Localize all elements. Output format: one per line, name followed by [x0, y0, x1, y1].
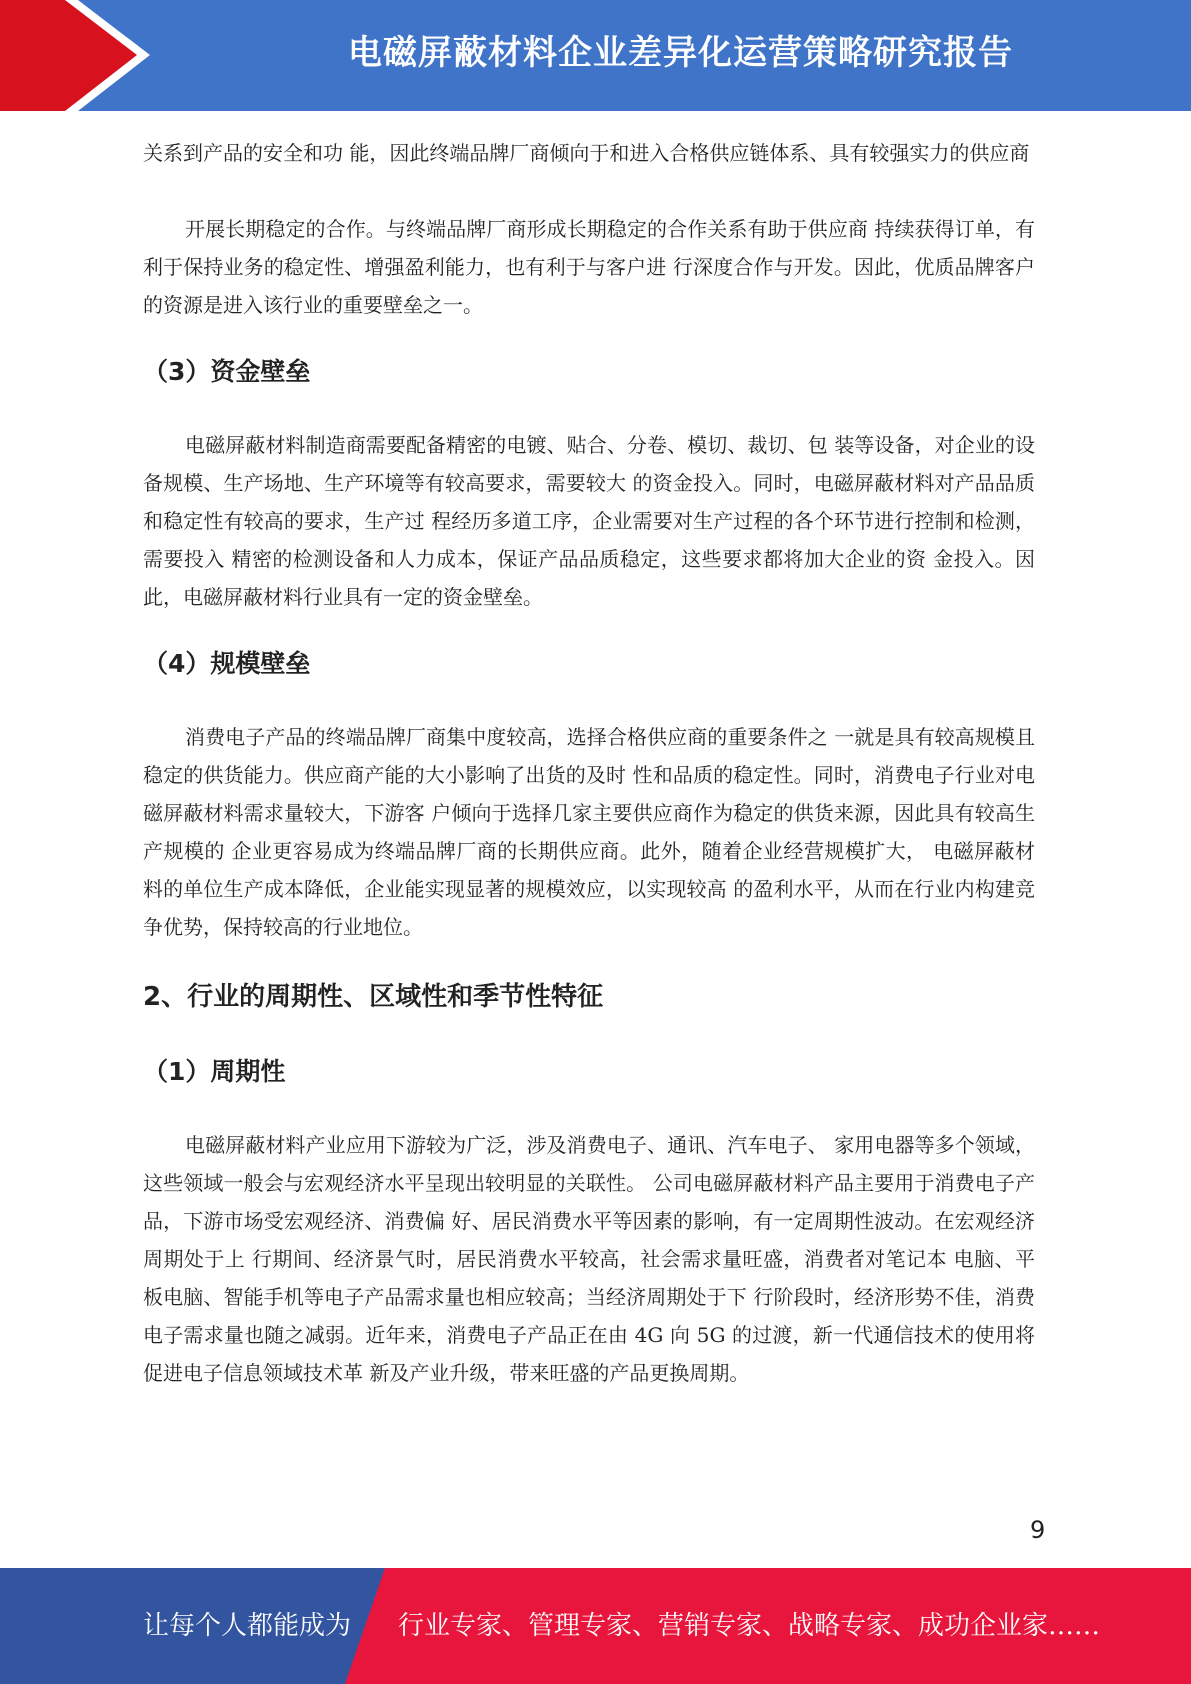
document-title: 电磁屏蔽材料企业差异化运营策略研究报告 — [348, 33, 1013, 73]
paragraph-supplier-intro: 关系到产品的安全和功 能，因此终端品牌厂商倾向于和进入合格供应链体系、具有较强实力的供应商 — [143, 141, 1030, 165]
paragraph-capital-barrier: 电磁屏蔽材料制造商需要配备精密的电镀、贴合、分卷、模切、裁切、包 装等设备，对企业的设备规模、生产场地、生产环境等有较高要求，需要较大 的资金投入。同时，电磁屏蔽材料对产品品质和稳定性有较高的要求，生产过 程经历多道工序，企业需要对生产过程的各个环节进行控制和检测，需要投入 精密的检测设备和人力成本，保证产品品质稳定，这些要求都将加大企业的资 金投入。因此，电磁屏蔽材料行业具有一定的资金壁垒。 — [143, 433, 1035, 609]
paragraph-scale-barrier: 消费电子产品的终端品牌厂商集中度较高，选择合格供应商的重要条件之 一就是具有较高规模且稳定的供货能力。供应商产能的大小影响了出货的及时 性和品质的稳定性。同时，消费电子行业对电磁屏蔽材料需求量较大，下游客 户倾向于选择几家主要供应商作为稳定的供货来源，因此具有较高生产规模的 企业更容易成为终端品牌厂商的长期供应商。此外，随着企业经营规模扩大， 电磁屏蔽材料的单位生产成本降低，企业能实现显著的规模效应，以实现较高 的盈利水平，从而在行业内构建竞争优势，保持较高的行业地位。 — [143, 725, 1035, 939]
footer-slogan-left: 让每个人都能成为 — [143, 1611, 352, 1641]
heading-capital-barrier: （3）资金壁垒 — [143, 357, 311, 386]
heading-cyclicality: （1）周期性 — [143, 1057, 286, 1086]
paragraph-long-term-cooperation: 开展长期稳定的合作。与终端品牌厂商形成长期稳定的合作关系有助于供应商 持续获得订单，有利于保持业务的稳定性、增强盈利能力，也有利于与客户进 行深度合作与开发。因此，优质品牌客户的资源是进入该行业的重要壁垒之一。 — [143, 217, 1035, 317]
page-number: 9 — [1030, 1516, 1046, 1544]
heading-industry-features: 2、行业的周期性、区域性和季节性特征 — [143, 982, 604, 1012]
footer-banner — [0, 1568, 1191, 1684]
heading-scale-barrier: （4）规模壁垒 — [143, 649, 311, 678]
footer-slogan-right: 行业专家、管理专家、营销专家、战略专家、成功企业家…… — [398, 1611, 1101, 1641]
main-content — [143, 134, 1035, 1392]
header-bar — [0, 0, 1191, 111]
paragraph-cyclicality: 电磁屏蔽材料产业应用下游较为广泛，涉及消费电子、通讯、汽车电子、 家用电器等多个领域，这些领域一般会与宏观经济水平呈现出较明显的关联性。 公司电磁屏蔽材料产品主要用于消费电子产品，下游市场受宏观经济、消费偏 好、居民消费水平等因素的影响，有一定周期性波动。在宏观经济周期处于上 行期间、经济景气时，居民消费水平较高，社会需求量旺盛，消费者对笔记本 电脑、平板电脑、智能手机等电子产品需求量也相应较高；当经济周期处于下 行阶段时，经济形势不佳，消费电子需求量也随之减弱。近年来，消费电子产品正在由 4G 向 5G 的过渡，新一代通信技术的使用将促进电子信息领域技术革 新及产业升级，带来旺盛的产品更换周期。 — [143, 1133, 1035, 1385]
header-arrow-icon — [0, 0, 160, 111]
